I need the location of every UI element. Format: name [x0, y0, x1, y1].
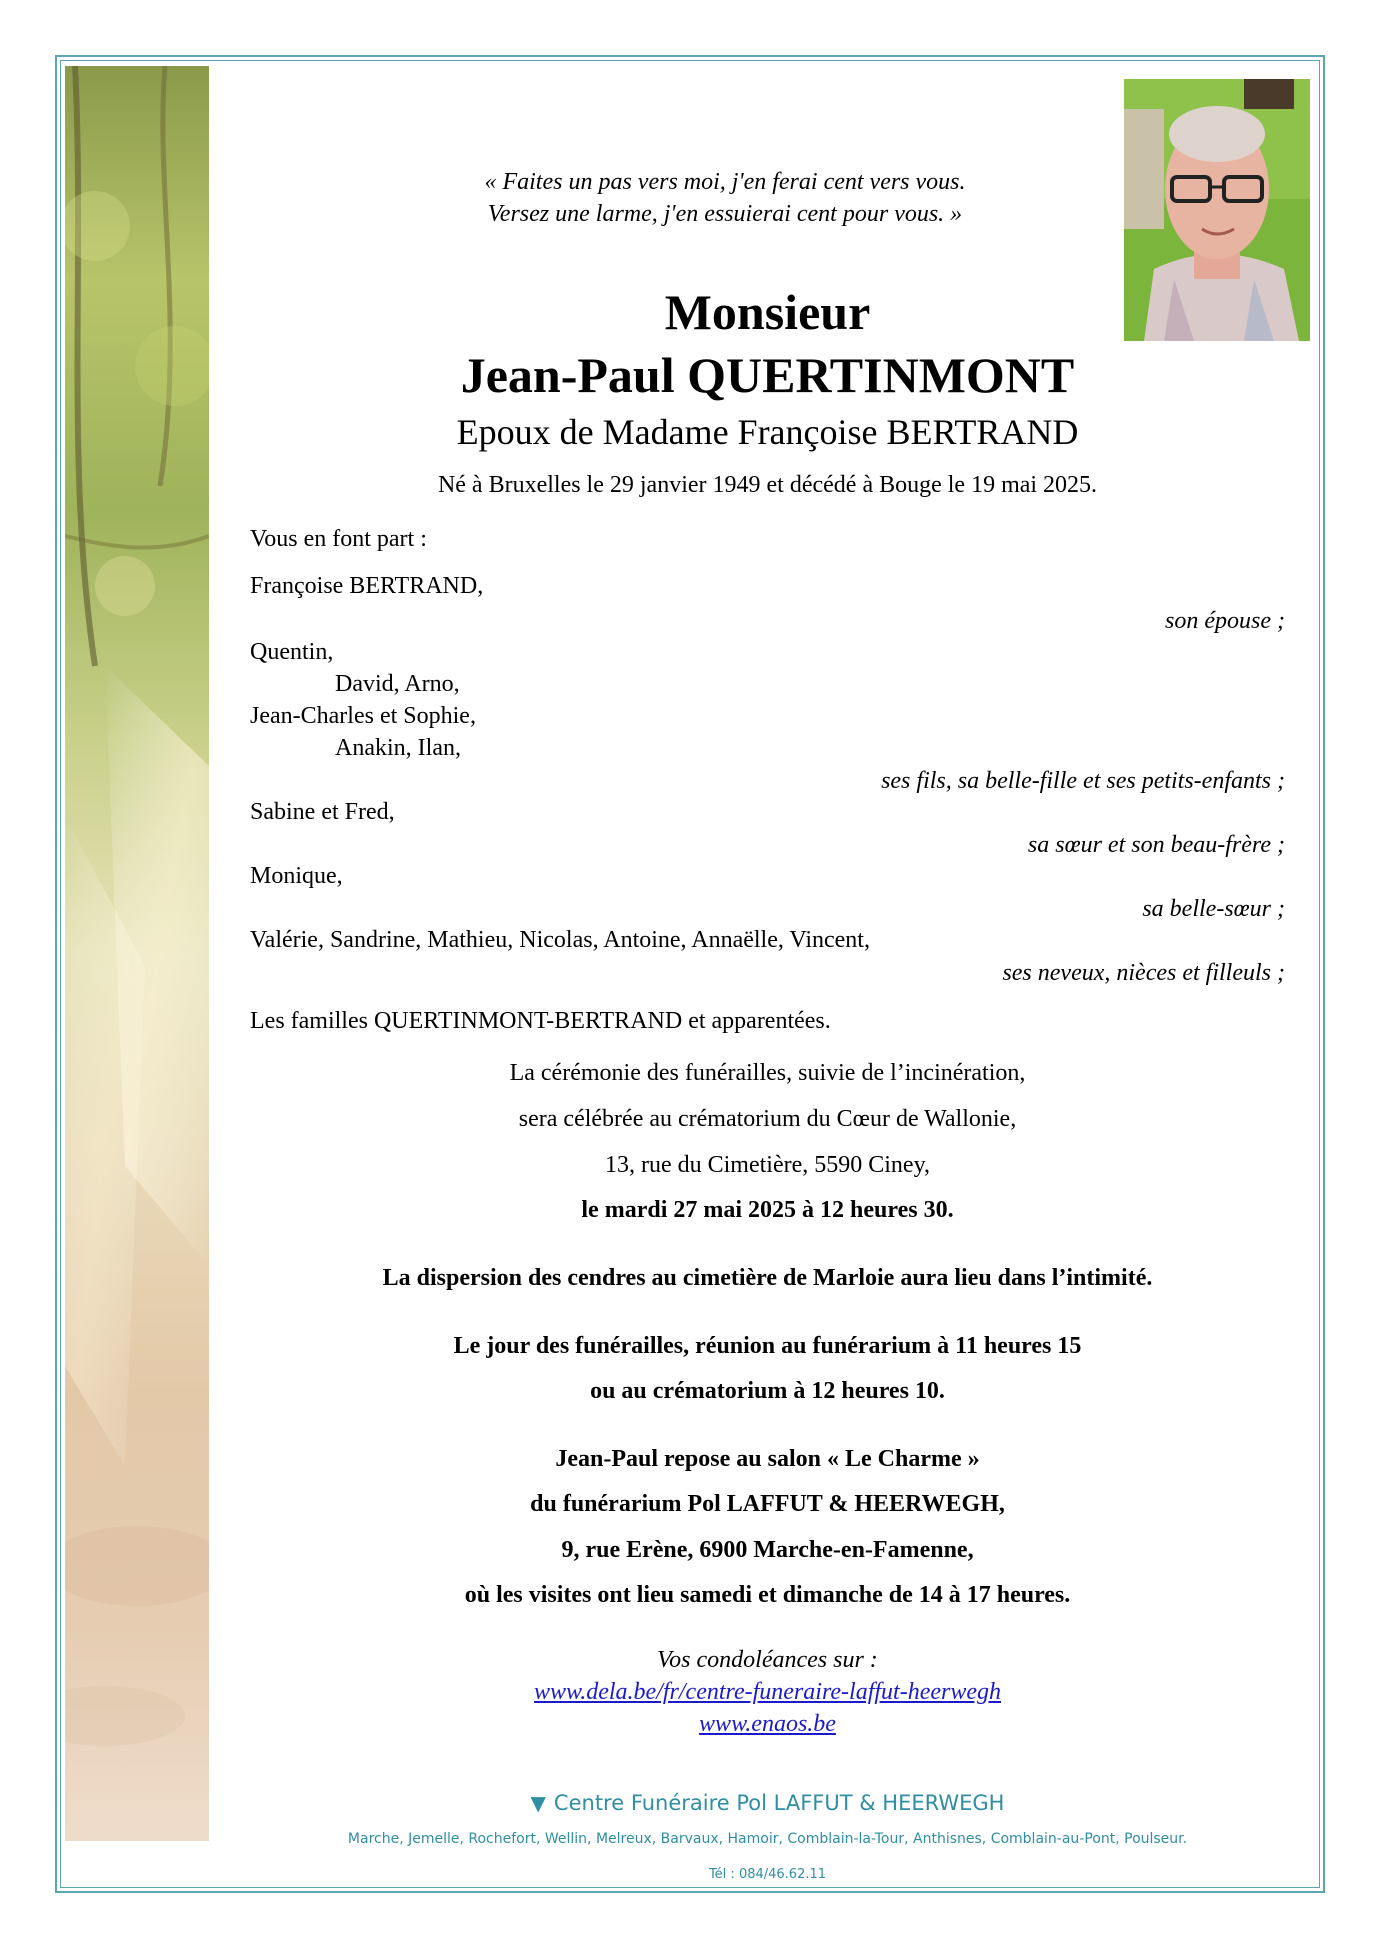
rest-line-1: Jean-Paul repose au salon « Le Charme » — [555, 1446, 980, 1472]
meeting-line-2: ou au crématorium à 12 heures 10. — [590, 1378, 945, 1404]
rest-line-4: où les visites ont lieu samedi et dimanche de 14 à 17 heures. — [464, 1582, 1071, 1608]
condolences-link-dela[interactable]: www.dela.be/fr/centre-funeraire-laffut-heerwegh — [533, 1679, 1001, 1705]
quote-line-2: Versez une larme, j'en essuierai cent pour vous. » — [487, 201, 963, 227]
family-sister-in-law: Monique, — [250, 863, 343, 889]
family-nephews: Valérie, Sandrine, Mathieu, Nicolas, Antoine, Annaëlle, Vincent, — [250, 927, 870, 953]
deceased-name: Jean-Paul QUERTINMONT — [460, 347, 1075, 403]
announce-intro: Vous en font part : — [250, 526, 427, 552]
family-sister-in-law-role: sa belle-sœur ; — [1142, 896, 1285, 922]
forest-path-image — [65, 66, 209, 1841]
ceremony-line-2: sera célébrée au crématorium du Cœur de Wallonie, — [518, 1106, 1017, 1132]
family-grandchildren-2: Anakin, Ilan, — [335, 735, 461, 761]
family-sister: Sabine et Fred, — [250, 799, 395, 825]
meeting-line-1: Le jour des funérailles, réunion au funérarium à 11 heures 15 — [453, 1333, 1082, 1359]
quote — [280, 166, 1170, 230]
company-phone: Tél : 084/46.62.11 — [708, 1867, 827, 1882]
family-families: Les familles QUERTINMONT-BERTRAND et apparentées. — [250, 1008, 831, 1034]
family-spouse-name: Françoise BERTRAND, — [250, 573, 484, 599]
family-son-2: Jean-Charles et Sophie, — [250, 703, 476, 729]
condolences-link-enaos[interactable]: www.enaos.be — [699, 1711, 836, 1737]
family-spouse-role: son épouse ; — [1165, 608, 1285, 634]
rest-line-3: 9, rue Erène, 6900 Marche-en-Famenne, — [561, 1537, 974, 1563]
family-nephews-role: ses neveux, nièces et filleuls ; — [1002, 960, 1285, 986]
quote-line-1: « Faites un pas vers moi, j'en ferai cent vers vous. — [484, 169, 966, 195]
condolences-link-enaos-wrap — [250, 1708, 1285, 1740]
condolences-link-dela-wrap — [250, 1676, 1285, 1708]
family-grandchildren-1: David, Arno, — [335, 671, 460, 697]
ceremony-line-3: 13, rue du Cimetière, 5590 Ciney, — [604, 1152, 931, 1178]
condolences-label: Vos condoléances sur : — [657, 1647, 878, 1673]
honorific: Monsieur — [664, 284, 871, 340]
family-children-role: ses fils, sa belle-fille et ses petits-enfants ; — [881, 768, 1285, 794]
ceremony-line-1: La cérémonie des funérailles, suivie de l’incinération, — [509, 1060, 1026, 1086]
dispersion-line: La dispersion des cendres au cimetière de Marloie aura lieu dans l’intimité. — [382, 1265, 1153, 1291]
family-son-1: Quentin, — [250, 639, 334, 665]
family-sister-role: sa sœur et son beau-frère ; — [1027, 832, 1285, 858]
triangle-down-icon: ▼ — [530, 1791, 546, 1815]
company-towns: Marche, Jemelle, Rochefort, Wellin, Melreux, Barvaux, Hamoir, Comblain-la-Tour, Anthisnes, Comblain-au-Pont, Poulseur. — [347, 1831, 1188, 1847]
birth-death-line: Né à Bruxelles le 29 janvier 1949 et décédé à Bouge le 19 mai 2025. — [437, 472, 1098, 498]
ceremony-date: le mardi 27 mai 2025 à 12 heures 30. — [581, 1197, 954, 1223]
company-name: Centre Funéraire Pol LAFFUT & HEERWEGH — [553, 1791, 1005, 1815]
rest-line-2: du funérarium Pol LAFFUT & HEERWEGH, — [530, 1491, 1005, 1517]
company-name-line — [250, 1789, 1285, 1817]
spouse-line: Epoux de Madame Françoise BERTRAND — [456, 412, 1079, 452]
